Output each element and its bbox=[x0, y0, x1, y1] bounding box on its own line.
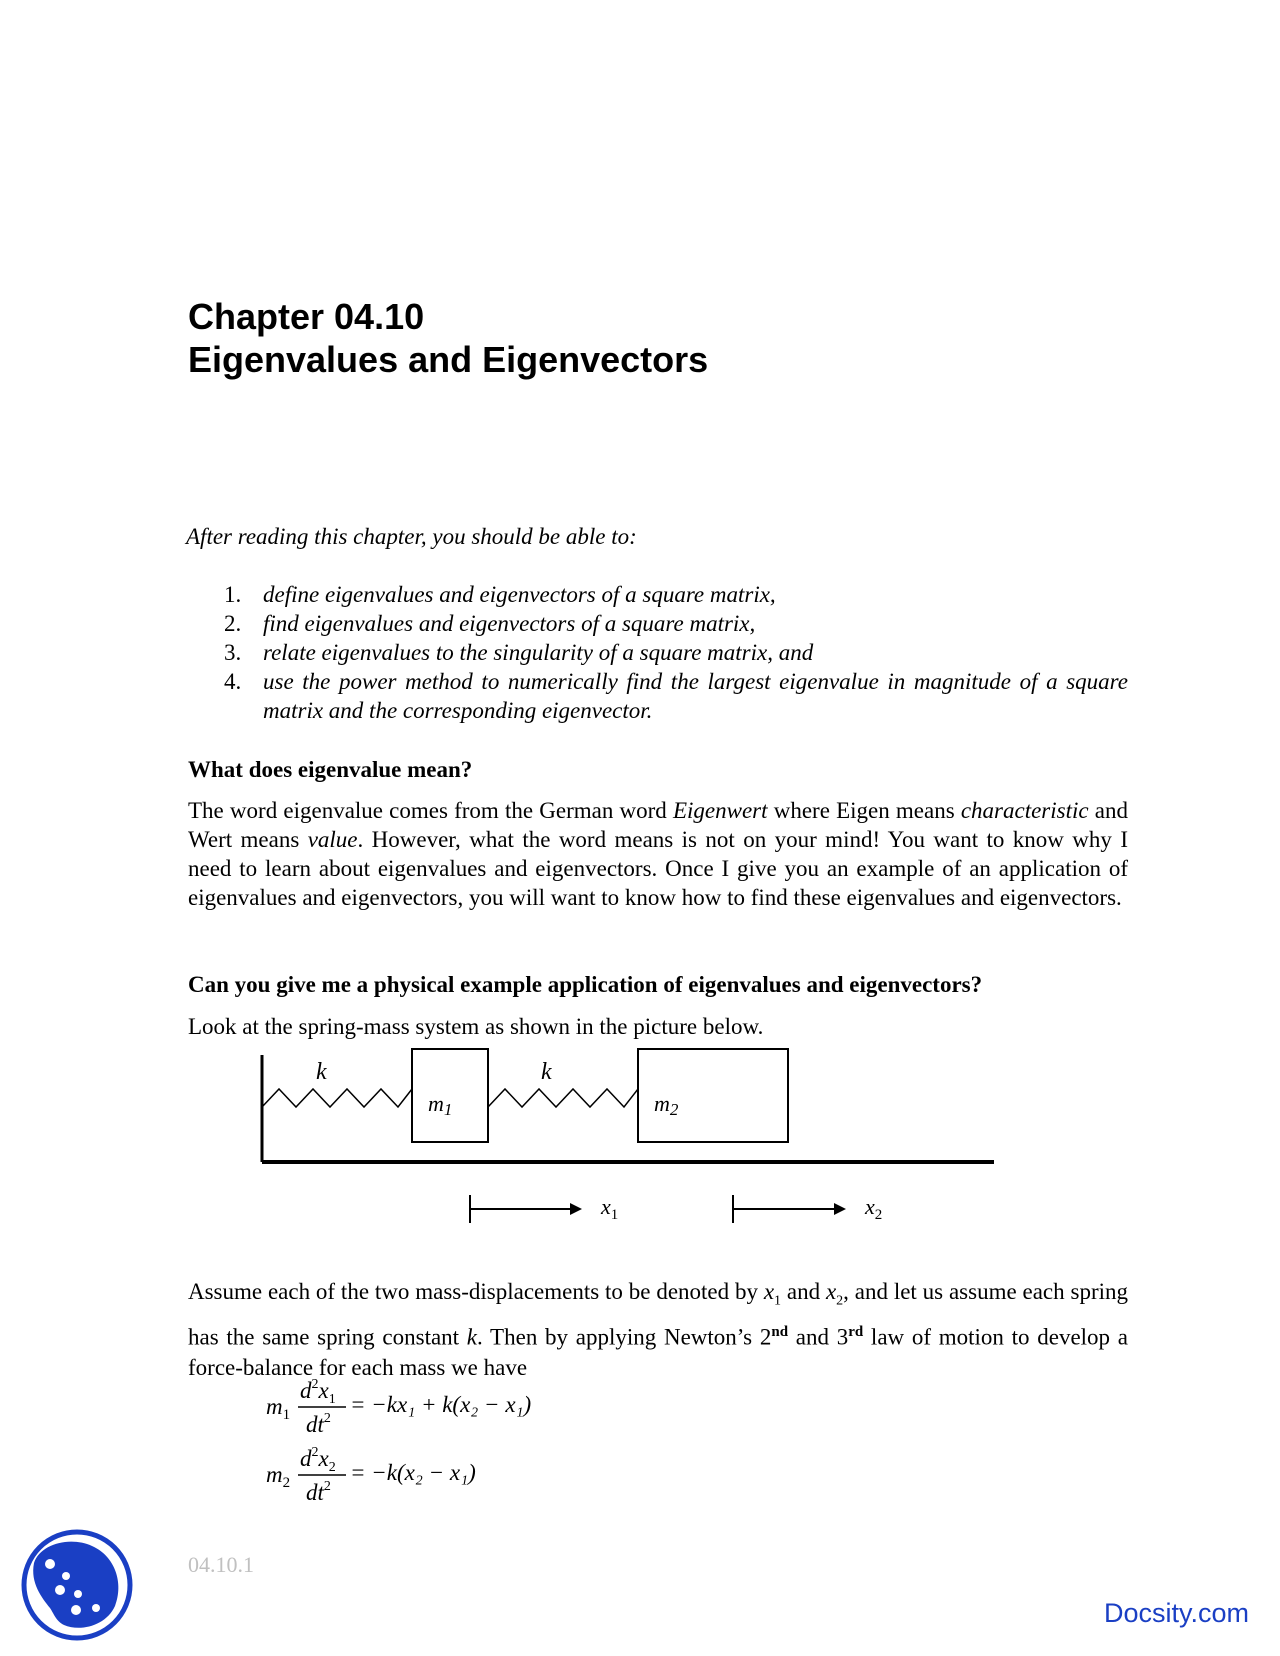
chapter-number: Chapter 04.10 bbox=[188, 296, 425, 337]
objective-text: find eigenvalues and eigenvectors of a square matrix, bbox=[263, 611, 756, 636]
spring-2-label: k bbox=[541, 1059, 552, 1085]
docsity-watermark-link[interactable]: Docsity.com bbox=[1104, 1598, 1250, 1628]
objective-text: relate eigenvalues to the singularity of a square matrix, and bbox=[263, 640, 814, 665]
svg-text:d2x1: $d^2x_1$ bbox=[300, 1377, 336, 1407]
spring-1-label: k bbox=[316, 1059, 327, 1085]
objective-item bbox=[186, 667, 1128, 725]
equation-1-fraction bbox=[266, 1370, 356, 1440]
svg-text:m2: $m_2$ bbox=[266, 1462, 291, 1491]
section-heading-physical-example: Can you give me a physical example application of eigenvalues and eigenvectors? bbox=[188, 972, 983, 997]
svg-text:m1: $m_1$ bbox=[266, 1394, 291, 1423]
spring-2 bbox=[488, 1089, 638, 1107]
objectives-intro: After reading this chapter, you should be able to: bbox=[186, 524, 637, 549]
spring-mass-lead: Look at the spring-mass system as shown in the picture below. bbox=[188, 1014, 764, 1039]
objective-item bbox=[186, 609, 1128, 638]
objective-number: 4. bbox=[224, 669, 242, 694]
objective-number: 2. bbox=[224, 611, 242, 636]
x2-arrow-head bbox=[834, 1203, 846, 1215]
section-heading-eigenvalue-meaning: What does eigenvalue mean? bbox=[188, 757, 473, 782]
svg-text:dt2: $dt^2$ bbox=[306, 1411, 331, 1437]
objectives-list bbox=[186, 580, 1128, 725]
x1-label: $x_1$ bbox=[601, 1194, 619, 1223]
objective-item bbox=[186, 638, 1128, 667]
objective-text: use the power method to numerically find the largest eigenvalue in magnitude of a square matrix and the corresponding eigenvector. bbox=[263, 669, 1128, 723]
mass-1-block bbox=[412, 1049, 488, 1142]
page-number: 04.10.1 bbox=[188, 1552, 254, 1577]
x1-arrow-head bbox=[570, 1203, 582, 1215]
mass-1-label: m1 bbox=[428, 1091, 453, 1119]
objective-item bbox=[186, 580, 1128, 609]
objective-number: 3. bbox=[224, 640, 242, 665]
mass-2-label: m2 bbox=[654, 1091, 679, 1119]
chapter-name: Eigenvalues and Eigenvectors bbox=[188, 339, 709, 380]
equation-2-rhs: = −k(x₂ − x₁) bbox=[350, 1460, 476, 1485]
objective-text: define eigenvalues and eigenvectors of a square matrix, bbox=[263, 582, 776, 607]
spring-1 bbox=[262, 1089, 412, 1107]
chapter-title bbox=[188, 295, 708, 381]
docsity-logo-icon bbox=[20, 1528, 134, 1642]
equation-1-rhs: = −kx₁ + k(x₂ − x₁) bbox=[350, 1392, 532, 1417]
objective-number: 1. bbox=[224, 582, 242, 607]
x2-label: $x_2$ bbox=[865, 1194, 883, 1223]
equation-2-fraction bbox=[266, 1438, 356, 1508]
svg-text:dt2: $dt^2$ bbox=[306, 1479, 331, 1505]
mass-2-block bbox=[638, 1049, 788, 1142]
eigenvalue-meaning-paragraph: The word eigenvalue comes from the German word Eigenwert where Eigen means characteristic and Wert means value. However, what the word means is not on your mind! You want to know why I need to learn about eigenvalues and eigenvectors. Once I give you an example of an application of eigenvalues and eigenvectors, you will want to know how to find these eigenvalues and eigenvectors. bbox=[188, 798, 1128, 910]
svg-text:d2x2: $d^2x_2$ bbox=[300, 1445, 336, 1475]
force-balance-paragraph: Assume each of the two mass-displacements to be denoted by $x_1$ and $x_2$, and let us assume each spring has the same spring constant k. Then by applying Newton’s 2nd and 3rd law of motion to develop a force-balance for each mass we have bbox=[188, 1279, 1128, 1381]
